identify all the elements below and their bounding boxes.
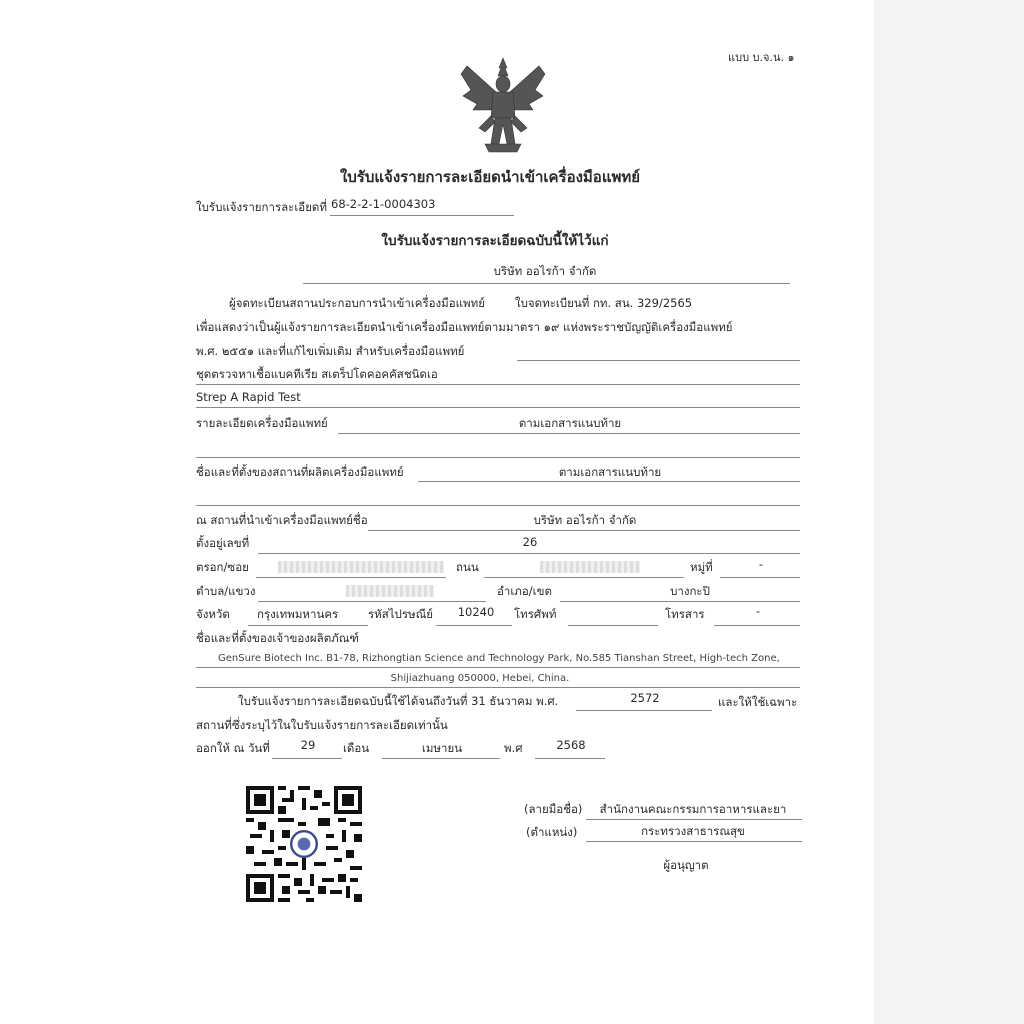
owner-label: ชื่อและที่ตั้งของเจ้าของผลิตภัณฑ์ — [196, 631, 359, 645]
reg-no-label: ใบรับแจ้งรายการละเอียดที่ — [196, 200, 327, 214]
device-name-th: ชุดตรวจหาเชื้อแบคทีเรีย สเตร็ปโตคอคคัสชนิดเอ — [196, 367, 438, 381]
import-place-label: ณ สถานที่นำเข้าเครื่องมือแพทย์ชื่อ — [196, 513, 368, 527]
form-code: แบบ บ.จ.น. ๑ — [728, 51, 795, 64]
province-value: กรุงเทพมหานคร — [257, 607, 339, 621]
signature-value: สำนักงานคณะกรรมการอาหารและยา — [599, 802, 787, 816]
phone-label: โทรศัพท์ — [514, 607, 557, 621]
moo-value: - — [758, 557, 764, 571]
province-label: จังหวัด — [196, 607, 230, 621]
issued-label: ออกให้ ณ วันที่ — [196, 741, 270, 755]
signature-label: (ลายมือชื่อ) — [524, 802, 583, 816]
fax-label: โทรสาร — [665, 607, 705, 621]
manufacturer-site-value: ตามเอกสารแนบท้าย — [558, 465, 662, 479]
licensor-label: ผู้อนุญาต — [663, 858, 709, 872]
redacted-subdistrict — [346, 585, 434, 597]
road-label: ถนน — [456, 560, 479, 574]
intro-line1-b: ใบจดทะเบียนที่ กท. สน. 329/2565 — [515, 296, 693, 310]
manufacturer-site-label: ชื่อและที่ตั้งของสถานที่ผลิตเครื่องมือแพทย์ — [196, 465, 404, 479]
owner-line2: Shijiazhuang 050000, Hebei, China. — [390, 673, 570, 684]
district-value: บางกะปิ — [670, 584, 710, 598]
subdistrict-label: ตำบล/แขวง — [196, 584, 256, 598]
device-name-en: Strep A Rapid Test — [196, 390, 301, 404]
position-value: กระทรวงสาธารณสุข — [641, 824, 745, 838]
qr-code[interactable] — [246, 786, 362, 902]
issued-day: 29 — [300, 738, 316, 752]
import-place-value: บริษัท ออไรก้า จำกัด — [533, 513, 637, 527]
garuda-emblem — [455, 52, 551, 156]
company-name: บริษัท ออไรก้า จำกัด — [493, 264, 597, 278]
document-title: ใบรับแจ้งรายการละเอียดนำเข้าเครื่องมือแพทย์ — [339, 168, 641, 186]
intro-line1-a: ผู้จดทะเบียนสถานประกอบการนำเข้าเครื่องมือแพทย์ — [229, 296, 485, 310]
validity-text-c: สถานที่ซึ่งระบุไว้ในใบรับแจ้งรายการละเอียดเท่านั้น — [196, 718, 448, 732]
reg-no: 68-2-2-1-0004303 — [331, 197, 436, 211]
month-label: เดือน — [343, 741, 370, 755]
redacted-soi — [278, 561, 444, 573]
fax-value: - — [755, 604, 761, 618]
intro-line2: เพื่อแสดงว่าเป็นผู้แจ้งรายการละเอียดนำเข้าเครื่องมือแพทย์ตามมาตรา ๑๙ แห่งพระราชบัญญัติเครื่องมือแพทย์ — [196, 320, 733, 334]
postcode-label: รหัสไปรษณีย์ — [368, 607, 434, 621]
issued-month: เมษายน — [421, 741, 463, 755]
validity-text-b: และให้ใช้เฉพาะ — [718, 695, 798, 709]
issued-to-label: ใบรับแจ้งรายการละเอียดฉบับนี้ให้ไว้แก่ — [381, 233, 609, 249]
moo-label: หมู่ที่ — [690, 560, 713, 574]
position-label: (ตำแหน่ง) — [526, 825, 578, 839]
postcode: 10240 — [457, 605, 495, 619]
redacted-road — [540, 561, 640, 573]
soi-label: ตรอก/ซอย — [196, 560, 249, 574]
owner-line1: GenSure Biotech Inc. B1-78, Rizhongtian Science and Technology Park, No.585 Tianshan Street, High-tech Zone, — [218, 653, 780, 664]
address-no: 26 — [522, 535, 538, 549]
intro-line3: พ.ศ. ๒๕๕๑ และที่แก้ไขเพิ่มเติม สำหรับเครื่องมือแพทย์ — [196, 344, 465, 358]
page-margin — [874, 0, 1024, 1024]
year-label: พ.ศ — [504, 741, 523, 755]
issued-year: 2568 — [556, 738, 586, 752]
validity-text-a: ใบรับแจ้งรายการละเอียดฉบับนี้ใช้ได้จนถึงวันที่ 31 ธันวาคม พ.ศ. — [238, 694, 559, 708]
address-no-label: ตั้งอยู่เลขที่ — [196, 536, 250, 550]
details-label: รายละเอียดเครื่องมือแพทย์ — [196, 416, 328, 430]
details-value: ตามเอกสารแนบท้าย — [518, 416, 622, 430]
district-label: อำเภอ/เขต — [497, 584, 552, 598]
validity-year: 2572 — [630, 691, 660, 705]
